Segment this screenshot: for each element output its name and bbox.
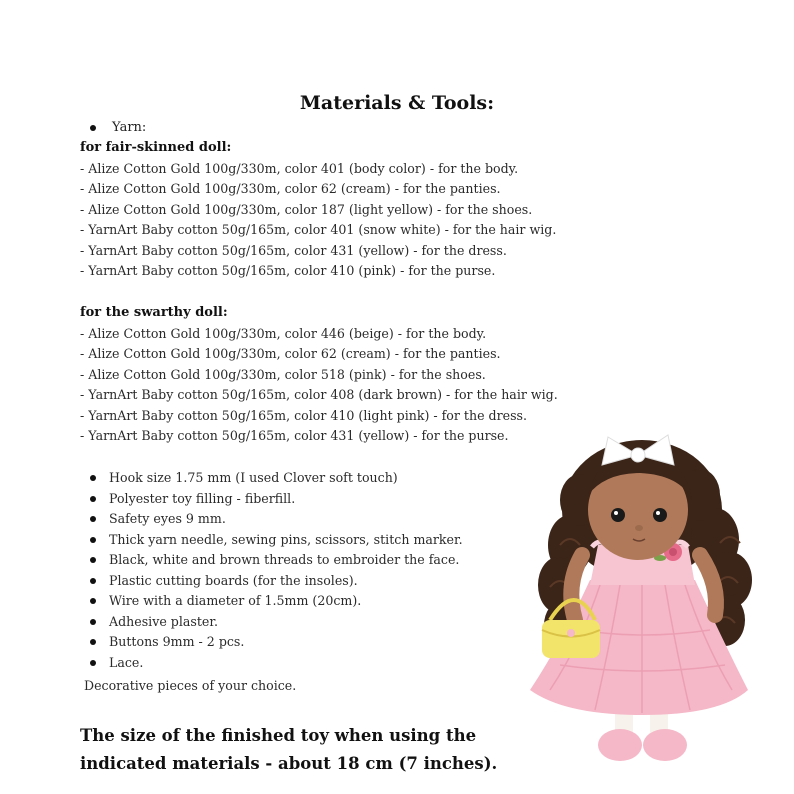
swarthy-item: - Alize Cotton Gold 100g/330m, color 518 (pink) - for the shoes.: [80, 367, 486, 382]
bullet-dot: [90, 125, 96, 131]
swarthy-item: - YarnArt Baby cotton 50g/165m, color 410 (light pink) - for the dress.: [80, 408, 528, 423]
list-item: Plastic cutting boards (for the insoles).: [90, 573, 358, 588]
list-item: Lace.: [90, 655, 143, 670]
bullet-dot: [90, 537, 96, 543]
list-item: Polyester toy filling - fiberfill.: [90, 491, 295, 506]
bullet-dot: [90, 578, 96, 584]
swarthy-heading: for the swarthy doll:: [80, 305, 228, 320]
fair-item: - Alize Cotton Gold 100g/330m, color 401 (body color) - for the body.: [80, 161, 519, 176]
bullet-dot: [90, 619, 96, 625]
crochet-doll-image: [520, 415, 765, 775]
size-note: The size of the finished toy when using the indicated materials - about 18 cm (7 inches).: [80, 726, 498, 773]
bullet-dot: [90, 516, 96, 522]
fair-item: - YarnArt Baby cotton 50g/165m, color 410 (pink) - for the purse.: [80, 263, 496, 278]
yarn-bullet: [90, 120, 146, 135]
bullet-dot: [90, 660, 96, 666]
bullet-dot: [90, 496, 96, 502]
page-title: Materials & Tools:: [299, 92, 495, 114]
fair-item: - Alize Cotton Gold 100g/330m, color 62 (cream) - for the panties.: [80, 181, 501, 196]
list-item: Safety eyes 9 mm.: [90, 511, 226, 526]
list-item: Adhesive plaster.: [90, 614, 218, 629]
bullet-dot: [90, 557, 96, 563]
list-item: Wire with a diameter of 1.5mm (20cm).: [90, 593, 361, 608]
yarn-label: Yarn:: [112, 120, 147, 135]
swarthy-item: - YarnArt Baby cotton 50g/165m, color 431 (yellow) - for the purse.: [80, 428, 509, 443]
left-arm: [571, 555, 582, 620]
fair-item: - YarnArt Baby cotton 50g/165m, color 431 (yellow) - for the dress.: [80, 243, 507, 258]
swarthy-item: - Alize Cotton Gold 100g/330m, color 446 (beige) - for the body.: [80, 326, 487, 341]
white-bow: [602, 435, 674, 465]
decorative-note: Decorative pieces of your choice.: [84, 678, 297, 693]
swarthy-item: - YarnArt Baby cotton 50g/165m, color 408 (dark brown) - for the hair wig.: [80, 387, 558, 402]
bullet-dot: [90, 639, 96, 645]
list-item: Buttons 9mm - 2 pcs.: [90, 634, 244, 649]
list-item: Thick yarn needle, sewing pins, scissors, stitch marker.: [90, 532, 463, 547]
bullet-dot: [90, 598, 96, 604]
bullet-dot: [90, 475, 96, 481]
list-item: Hook size 1.75 mm (I used Clover soft touch): [90, 470, 398, 485]
list-item: Black, white and brown threads to embroider the face.: [90, 552, 459, 567]
swarthy-item: - Alize Cotton Gold 100g/330m, color 62 (cream) - for the panties.: [80, 346, 501, 361]
fair-item: - Alize Cotton Gold 100g/330m, color 187 (light yellow) - for the shoes.: [80, 202, 533, 217]
nose: [635, 525, 643, 531]
fair-heading: for fair-skinned doll:: [80, 140, 232, 155]
fair-item: - YarnArt Baby cotton 50g/165m, color 401 (snow white) - for the hair wig.: [80, 222, 557, 237]
